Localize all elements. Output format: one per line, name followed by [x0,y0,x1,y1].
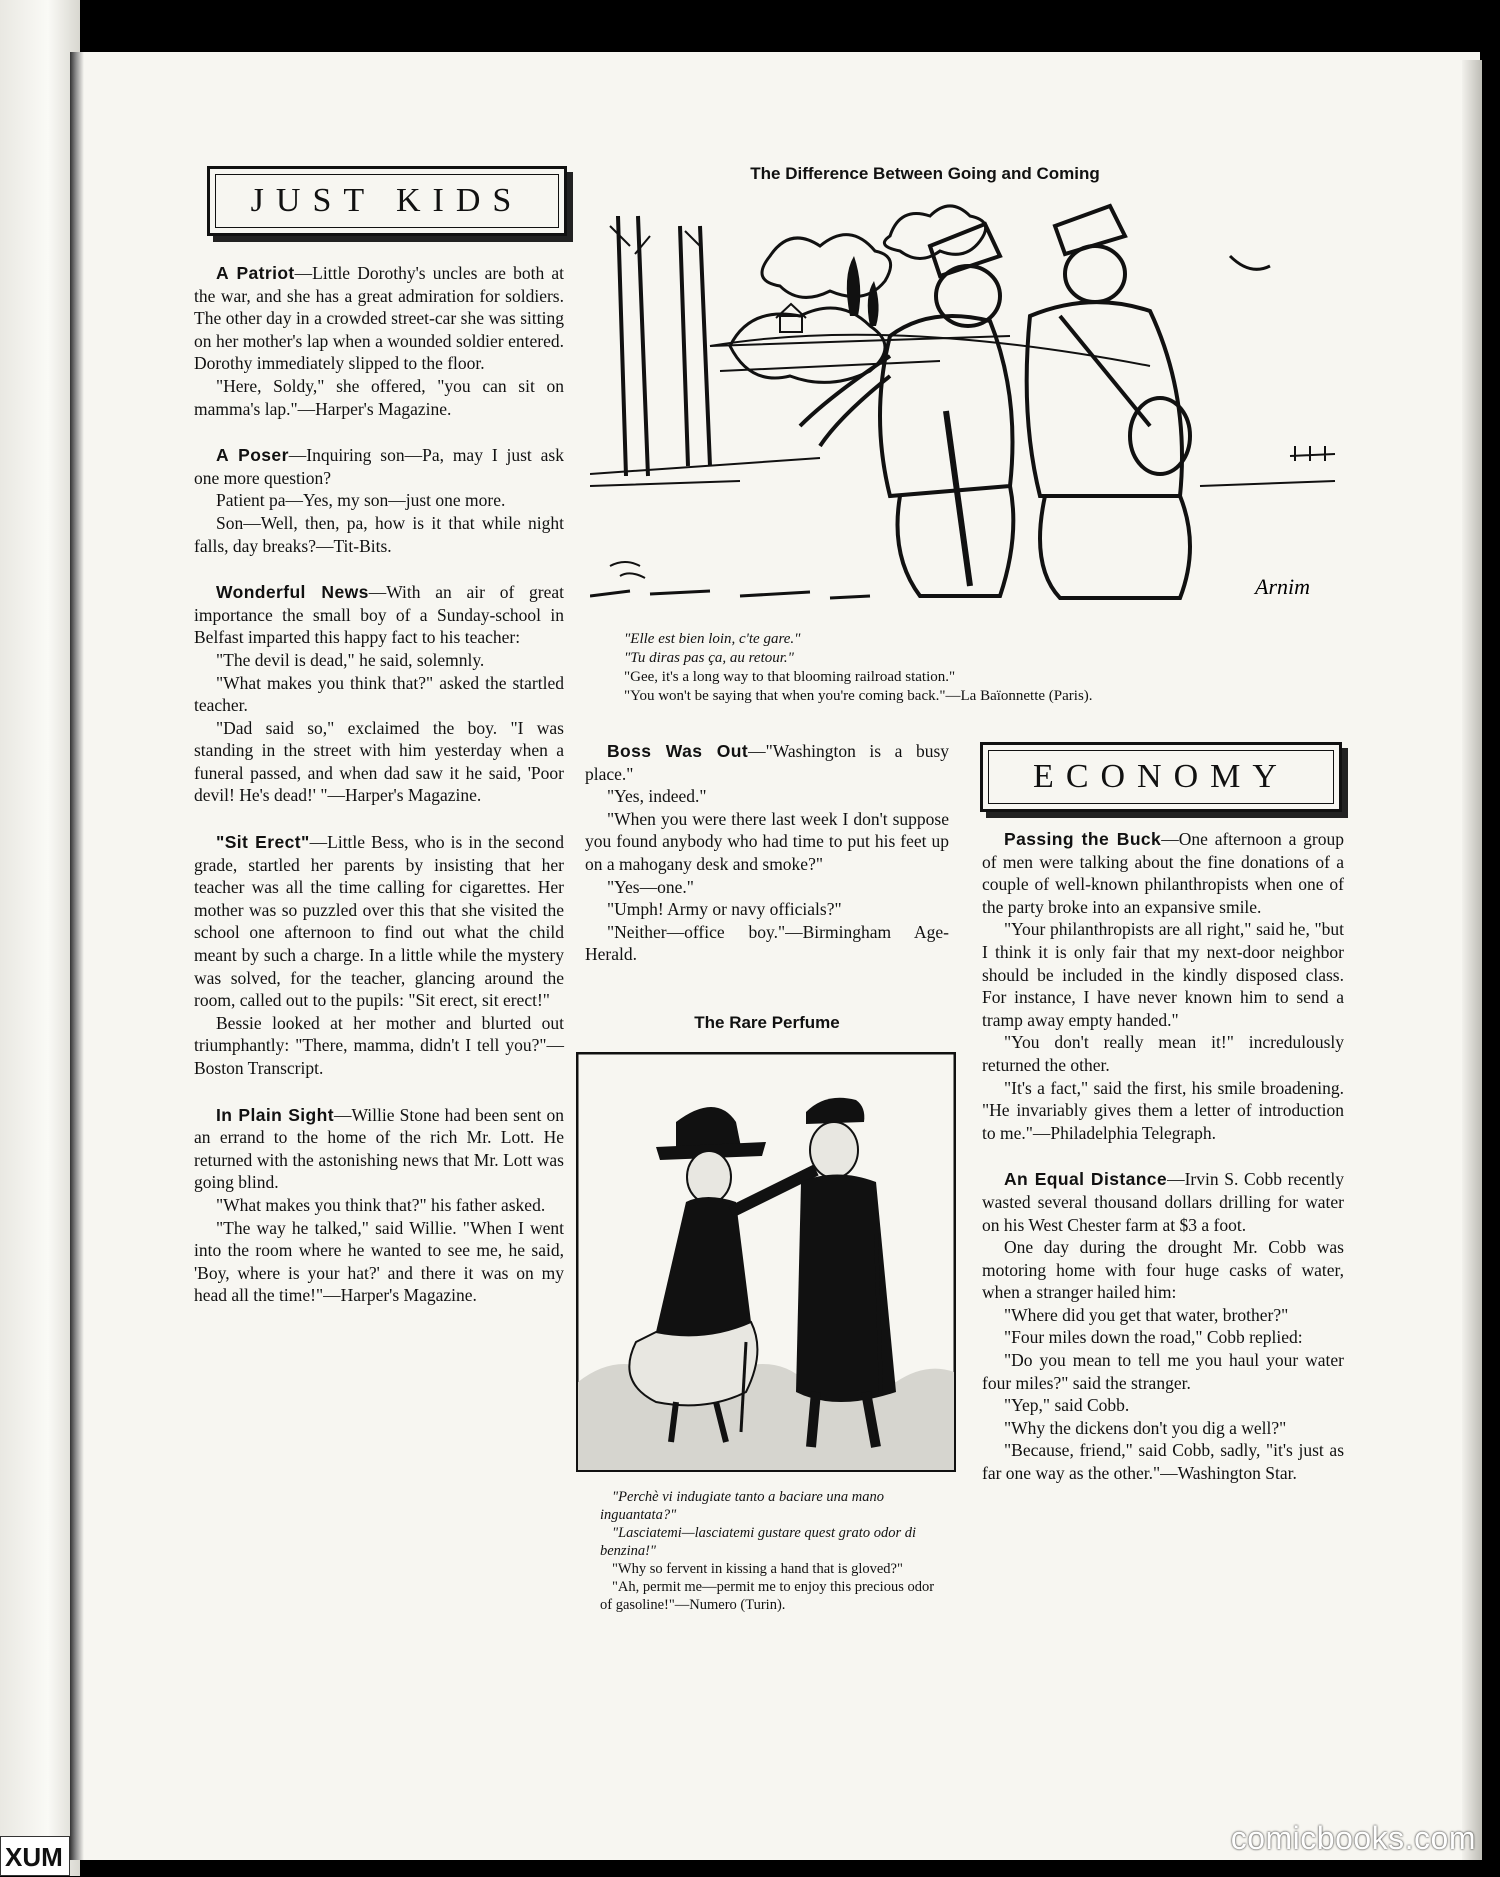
economy-banner-label: ECONOMY [1033,758,1289,795]
caption-italian-2: "Lasciatemi—lasciatemi gustare quest grato odor di benzina!" [600,1525,917,1559]
story-a-patriot: A Patriot—Little Dorothy's uncles are both at the war, and she has a great admiration for soldiers. The other day in a crowded street-car she was sitting on her mother's lap when a wounded soldier entered. Dorothy immediately slipped to the floor. [194,263,564,374]
caption-french-1: "Elle est bien loin, c'te gare." [624,631,801,647]
caption-english-1: "Why so fervent in kissing a hand that is gloved?" [612,1561,903,1577]
book-spine-shadow [70,52,84,1860]
facing-page-margin [0,0,80,1876]
story-paragraph: "Four miles down the road," Cobb replied: [1004,1327,1303,1348]
cartoon-top-title: The Difference Between Going and Coming [750,164,1100,183]
story-in-plain-sight: In Plain Sight—Willie Stone had been sent on an errand to the home of the rich Mr. Lott. He returned with the astonishing news that Mr. Lott was going blind. [194,1104,564,1193]
story-passing-the-buck: Passing the Buck—One afternoon a group of men were talking about the fine donations of a couple of well-known philanthropists when one of the party broke into an expansive smile. [982,829,1344,917]
story-paragraph: "Here, Soldy," she offered, "you can sit on mamma's lap."—Harper's Magazine. [194,375,564,419]
caption-french-2: "Tu diras pas ça, au retour." [624,650,794,666]
economy-banner [980,742,1342,812]
story-boss-was-out: Boss Was Out—"Washington is a busy place." [585,741,949,784]
story-paragraph: One day during the drought Mr. Cobb was motoring home with four huge casks of water, when a stranger hailed him: [982,1237,1344,1303]
story-paragraph: "It's a fact," said the first, his smile broadening. "He invariably gives them a letter of introduction to me."—Philadelphia Telegraph. [982,1077,1344,1143]
story-an-equal-distance: An Equal Distance—Irvin S. Cobb recently wasted several thousand dollars drilling for water on his West Chester farm at $3 a foot. [982,1169,1344,1235]
story-paragraph: "Do you mean to tell me you haul your water four miles?" said the stranger. [982,1350,1344,1393]
scan-label: XUM [0,1836,70,1876]
cartoon-signature: Arnim [1255,574,1310,599]
cartoon-middle-title: The Rare Perfume [694,1013,840,1032]
just-kids-banner-label: JUST KIDS [250,182,524,219]
story-paragraph: "Yes, indeed." [607,786,707,807]
caption-italian-1: "Perchè vi indugiate tanto a baciare una mano inguantata?" [600,1489,885,1523]
story-paragraph: "Where did you get that water, brother?" [1004,1304,1289,1325]
story-paragraph: "Dad said so," exclaimed the boy. "I was standing in the street with him yesterday when a funeral passed, and when dad saw it he said, 'Poor devil! He's dead!' "—Harper's Magazine. [194,717,564,806]
story-paragraph: "The way he talked," said Willie. "When I went into the room where he wanted to see me, he said, 'Boy, where is your hat?' and there it was on my head all the time!"—Harper's Magazine. [194,1217,564,1306]
story-paragraph: Bessie looked at her mother and blurted out triumphantly: "There, mamma, didn't I tell you?"—Boston Transcript. [194,1012,564,1078]
story-sit-erect: "Sit Erect"—Little Bess, who is in the second grade, startled her parents by insisting that her teacher was all the time calling for cigarettes. Her mother was so puzzled over this that she visited the school one afternoon to find out what the child meant by such a charge. In a little while the mystery was solved, for the teacher, glancing around the room, called out to the pupils: "Sit erect, sit erect!" [194,832,564,1011]
story-paragraph: "Neither—office boy."—Birmingham Age-Herald. [585,921,949,965]
left-column [194,262,564,1307]
caption-english-1: "Gee, it's a long way to that blooming railroad station." [624,669,956,685]
cartoon-perfume-illustration [576,1052,956,1472]
cartoon-middle-captions [600,1488,944,1614]
story-paragraph: "Umph! Army or navy officials?" [607,899,842,920]
caption-english-2: "You won't be saying that when you're coming back."—La Baïonnette (Paris). [624,688,1093,704]
story-paragraph: "Because, friend," said Cobb, sadly, "it's just as far one way as the other."—Washington Star. [982,1440,1344,1484]
cartoon-soldiers-illustration [590,196,1340,616]
middle-column [585,740,949,966]
story-paragraph: "Yes—one." [607,876,694,897]
story-paragraph: "You don't really mean it!" incredulously returned the other. [982,1032,1344,1075]
page-edge [1462,60,1482,1860]
story-paragraph: "The devil is dead," he said, solemnly. [216,649,485,670]
story-paragraph: "What makes you think that?" asked the startled teacher. [194,672,564,716]
watermark: comicbooks.com [1230,1820,1476,1856]
story-paragraph: "Your philanthropists are all right," said he, "but I think it is only fair that my next-door neighbor should be included in the kindly disposed class. For instance, I have never known him to send a tramp away empty handed." [982,919,1344,1030]
story-paragraph: Son—Well, then, pa, how is it that while night falls, day breaks?—Tit-Bits. [194,512,564,556]
story-paragraph: Patient pa—Yes, my son—just one more. [216,490,506,511]
story-paragraph: "Why the dickens don't you dig a well?" [1004,1417,1287,1438]
right-column [982,828,1344,1485]
story-paragraph: "Yep," said Cobb. [1004,1395,1130,1416]
just-kids-banner [207,166,567,236]
story-paragraph: "What makes you think that?" his father asked. [216,1194,546,1215]
cartoon-top-captions [612,630,1272,706]
caption-english-2: "Ah, permit me—permit me to enjoy this precious odor of gasoline!"—Numero (Turin). [600,1579,935,1613]
story-paragraph: "When you were there last week I don't suppose you found anybody who had time to put his feet up on a mahogany desk and smoke?" [585,808,949,874]
story-wonderful-news: Wonderful News—With an air of great importance the small boy of a Sunday-school in Belfast imparted this happy fact to his teacher: [194,582,564,648]
story-a-poser: A Poser—Inquiring son—Pa, may I just ask one more question? [194,445,564,488]
